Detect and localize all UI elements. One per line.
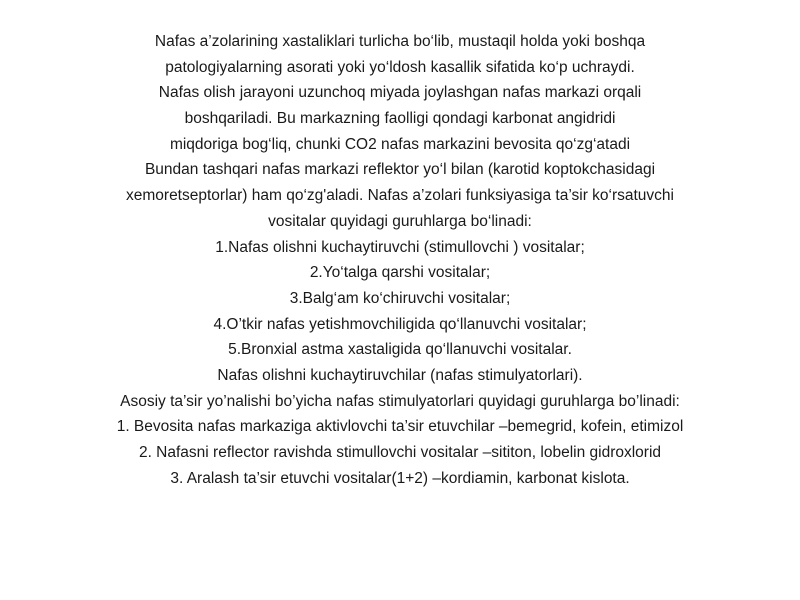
list-item: 1.Nafas olishni kuchaytiruvchi (stimullovchi ) vositalar; — [215, 238, 585, 256]
list-item: 3.Balg‘am ko‘chiruvchi vositalar; — [289, 289, 511, 307]
section-heading: Nafas olishni kuchaytiruvchilar (nafas stimulyatorlari). — [217, 366, 583, 384]
list-item: 4.O’tkir nafas yetishmovchiligida qo‘llanuvchi vositalar; — [213, 315, 587, 333]
list-item: 1. Bevosita nafas markaziga aktivlovchi ta’sir etuvchilar –bemegrid, kofein, etimizol — [116, 418, 684, 436]
text-line: Nafas a’zolarining xastaliklari turlicha bo‘lib, mustaqil holda yoki boshqa — [154, 33, 646, 50]
text-line: vositalar quyidagi guruhlarga bo‘linadi: — [268, 212, 532, 230]
text-line: Bundan tashqari nafas markazi reflektor yo‘l bilan (karotid koptokchasidagi — [144, 161, 656, 179]
text-line: xemoretseptorlar) ham qo‘zg'aladi. Nafas a’zolari funksiyasiga ta’sir ko‘rsatuvchi — [126, 187, 674, 205]
text-line: miqdoriga bog‘liq, chunki CO2 nafas markazini bevosita qo‘zg‘atadi — [169, 135, 631, 153]
list-item: 2.Yo‘talga qarshi vositalar; — [309, 264, 491, 282]
list-item: 2. Nafasni reflector ravishda stimullovchi vositalar –sititon, lobelin gidroxlorid — [138, 444, 662, 461]
text-line: Nafas olish jarayoni uzunchoq miyada joylashgan nafas markazi orqali — [158, 84, 642, 102]
list-item: 3. Aralash ta’sir etuvchi vositalar(1+2) –kordiamin, karbonat kislota. — [170, 469, 630, 487]
list-item: 5.Bronxial astma xastaligida qo‘llanuvchi vositalar. — [228, 341, 572, 359]
text-line: Asosiy ta’sir yo’nalishi bo’yicha nafas stimulyatorlari quyidagi guruhlarga bo’linadi: — [120, 392, 680, 410]
text-line: patologiyalarning asorati yoki yo‘ldosh kasallik sifatida ko‘p uchraydi. — [165, 58, 635, 76]
text-line: boshqariladi. Bu markazning faolligi qondagi karbonat angidridi — [184, 110, 616, 128]
body-text — [50, 29, 750, 491]
